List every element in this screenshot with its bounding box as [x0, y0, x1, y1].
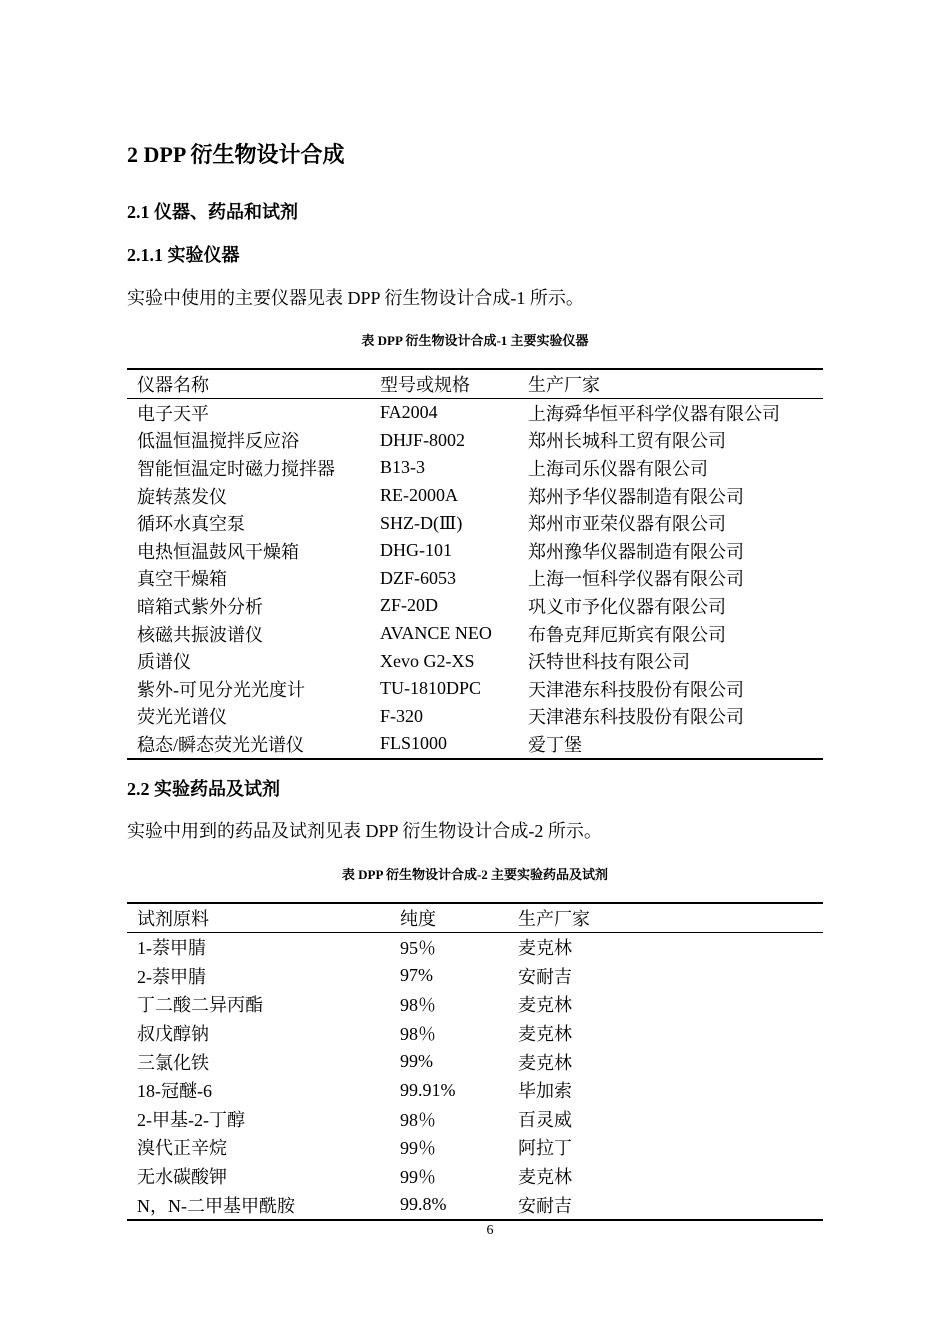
- table-cell: 电热恒温鼓风干燥箱: [137, 541, 299, 562]
- subsection-heading-2-1-1: 2.1.1 实验仪器: [127, 245, 240, 265]
- table-cell: 98％: [400, 1024, 436, 1045]
- table-row: [127, 509, 823, 537]
- table-cell: 麦克林: [518, 1024, 572, 1045]
- table-row: [127, 537, 823, 565]
- table-cell: 98％: [400, 1109, 436, 1130]
- column-header: 试剂原料: [127, 903, 390, 933]
- reagents-table: [127, 902, 823, 1221]
- paragraph-reagents: 实验中用到的药品及试剂见表 DPP 衍生物设计合成-2 所示。: [127, 821, 602, 841]
- table-cell: DHG-101: [380, 540, 452, 561]
- table-cell: B13-3: [380, 457, 425, 478]
- table2-caption: 表 DPP 衍生物设计合成-2 主要实验药品及试剂: [341, 867, 609, 882]
- table-cell: Xevo G2-XS: [380, 650, 475, 671]
- table-cell: 阿拉丁: [518, 1138, 572, 1159]
- table-cell: 95％: [400, 938, 436, 959]
- table-cell: 天津港东科技股份有限公司: [528, 707, 744, 728]
- table-cell: 无水碳酸钾: [137, 1167, 227, 1188]
- column-header: 生产厂家: [508, 903, 823, 933]
- table-cell: N，N-二甲基甲酰胺: [137, 1195, 295, 1216]
- table-cell: 爱丁堡: [528, 734, 582, 755]
- table-cell: FLS1000: [380, 733, 448, 754]
- table-cell: 18-冠醚-6: [137, 1081, 212, 1102]
- table-cell: 上海舜华恒平科学仪器有限公司: [528, 403, 780, 424]
- instruments-table: [127, 368, 823, 760]
- table-cell: 核磁共振波谱仪: [137, 624, 263, 645]
- subsection-heading-2-2: 2.2 实验药品及试剂: [127, 779, 280, 799]
- table-cell: SHZ-D(Ⅲ): [380, 512, 463, 533]
- table-row: [127, 482, 823, 510]
- table-cell: 智能恒温定时磁力搅拌器: [137, 458, 335, 479]
- table-cell: 郑州市亚荣仪器有限公司: [528, 514, 726, 535]
- table-cell: 2-甲基-2-丁醇: [137, 1109, 245, 1130]
- table-cell: 郑州豫华仪器制造有限公司: [528, 541, 744, 562]
- table-cell: 97%: [400, 965, 433, 986]
- table-cell: DHJF-8002: [380, 429, 466, 450]
- table-cell: 三氯化铁: [137, 1052, 209, 1073]
- table-row: [127, 1105, 823, 1134]
- table-header-row: [127, 903, 823, 933]
- table-cell: RE-2000A: [380, 485, 458, 506]
- table-cell: 99.91%: [400, 1079, 456, 1100]
- table-cell: 天津港东科技股份有限公司: [528, 679, 744, 700]
- table-row: [127, 592, 823, 620]
- table-cell: 低温恒温搅拌反应浴: [137, 431, 299, 452]
- table-row: [127, 454, 823, 482]
- table-cell: 百灵威: [518, 1109, 572, 1130]
- table-cell: 郑州长城科工贸有限公司: [528, 431, 726, 452]
- paragraph-instruments: 实验中使用的主要仪器见表 DPP 衍生物设计合成-1 所示。: [127, 288, 584, 308]
- table-cell: TU-1810DPC: [380, 678, 482, 699]
- table-header-row: [127, 369, 823, 399]
- table-cell: 2-萘甲腈: [137, 966, 206, 987]
- table-cell: 紫外-可见分光光度计: [137, 679, 305, 700]
- table-cell: 丁二酸二异丙酯: [137, 995, 263, 1016]
- table-cell: 质谱仪: [137, 652, 191, 673]
- table-cell: 麦克林: [518, 995, 572, 1016]
- table-row: [127, 933, 823, 962]
- table-cell: 麦克林: [518, 938, 572, 959]
- column-header: 生产厂家: [518, 369, 823, 399]
- table-cell: 荧光光谱仪: [137, 707, 227, 728]
- table-cell: 稳态/瞬态荧光光谱仪: [137, 734, 305, 755]
- table-row: [127, 1047, 823, 1076]
- table-cell: 郑州予华仪器制造有限公司: [528, 486, 744, 507]
- table-row: [127, 730, 823, 759]
- table-row: [127, 647, 823, 675]
- table-row: [127, 962, 823, 991]
- table-cell: ZF-20D: [380, 595, 438, 616]
- subsection-heading-2-1: 2.1 仪器、药品和试剂: [127, 202, 298, 222]
- table-row: [127, 1076, 823, 1105]
- table-cell: DZF-6053: [380, 567, 456, 588]
- table-row: [127, 1162, 823, 1191]
- table-row: [127, 1190, 823, 1220]
- table-row: [127, 620, 823, 648]
- table-row: [127, 1133, 823, 1162]
- table-cell: 99.8%: [400, 1194, 447, 1215]
- table-cell: F-320: [380, 705, 424, 726]
- table-row: [127, 703, 823, 731]
- page-number: 6: [486, 1223, 494, 1238]
- table-cell: 沃特世科技有限公司: [528, 652, 690, 673]
- table-cell: 1-萘甲腈: [137, 938, 206, 959]
- table-cell: 麦克林: [518, 1052, 572, 1073]
- table-cell: 上海一恒科学仪器有限公司: [528, 569, 744, 590]
- table-cell: 溴代正辛烷: [137, 1138, 227, 1159]
- table-cell: FA2004: [380, 402, 438, 423]
- table-cell: AVANCE NEO: [380, 623, 492, 644]
- section-heading: 2 DPP 衍生物设计合成: [127, 142, 345, 167]
- column-header: 纯度: [390, 903, 508, 933]
- table-row: [127, 675, 823, 703]
- table-cell: 99%: [400, 1051, 433, 1072]
- table-cell: 安耐吉: [518, 966, 572, 987]
- table-cell: 旋转蒸发仪: [137, 486, 227, 507]
- table-row: [127, 990, 823, 1019]
- table-cell: 电子天平: [137, 403, 209, 424]
- table-cell: 98％: [400, 995, 436, 1016]
- table-cell: 真空干燥箱: [137, 569, 227, 590]
- table-cell: 暗箱式紫外分析: [137, 596, 263, 617]
- table-row: [127, 1019, 823, 1048]
- table-cell: 巩义市予化仪器有限公司: [528, 596, 726, 617]
- table-cell: 循环水真空泵: [137, 514, 245, 535]
- table-cell: 上海司乐仪器有限公司: [528, 458, 708, 479]
- table-row: [127, 427, 823, 455]
- table-cell: 安耐吉: [518, 1195, 572, 1216]
- table-cell: 布鲁克拜厄斯宾有限公司: [528, 624, 726, 645]
- table-row: [127, 399, 823, 427]
- table-cell: 99％: [400, 1167, 436, 1188]
- table-cell: 毕加索: [518, 1081, 572, 1102]
- table-cell: 麦克林: [518, 1167, 572, 1188]
- table-cell: 99％: [400, 1138, 436, 1159]
- table-cell: 叔戊醇钠: [137, 1024, 209, 1045]
- column-header: 型号或规格: [370, 369, 518, 399]
- column-header: 仪器名称: [127, 369, 370, 399]
- table1-caption: 表 DPP 衍生物设计合成-1 主要实验仪器: [361, 333, 589, 348]
- table-row: [127, 565, 823, 593]
